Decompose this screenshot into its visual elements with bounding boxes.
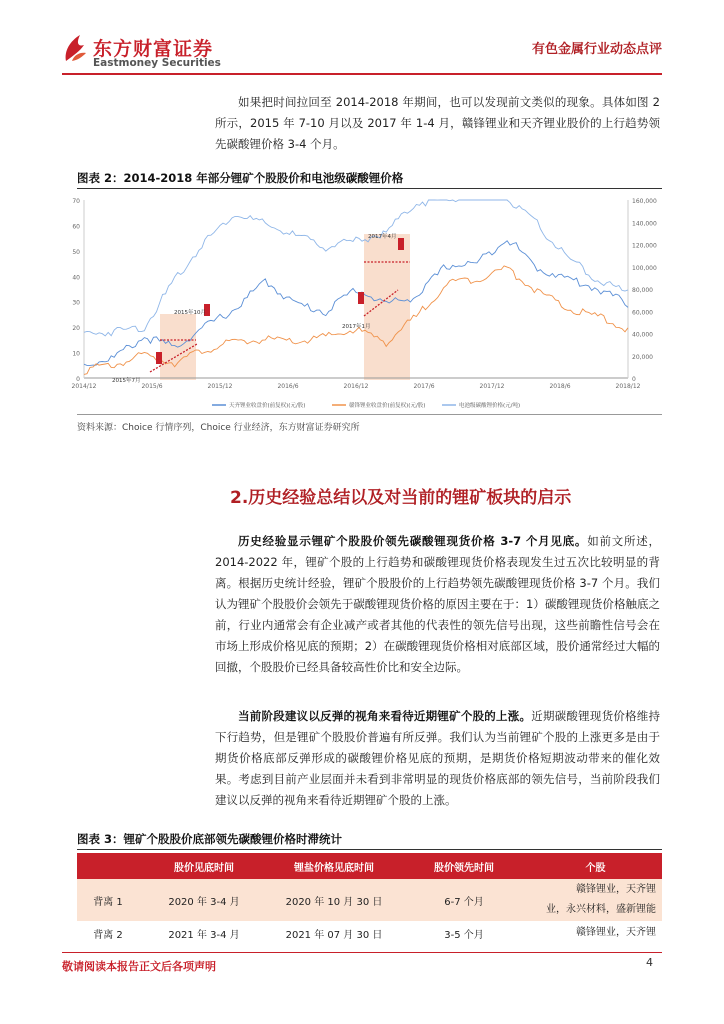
y-tick-label-right: 120,000 [632,242,657,250]
y-tick-label-left: 0 [76,376,80,383]
y-tick-label-right: 40,000 [632,331,653,339]
y-tick-label-right: 0 [632,376,636,383]
footer-disclaimer: 敬请阅读本报告正文后各项声明 [62,960,216,973]
figure2-bottom-rule [77,414,662,415]
highlight-zone [364,234,410,380]
annotation-label: 2017年4月 [368,234,397,240]
header-divider [62,73,662,75]
table-header-row [77,853,662,879]
section-paragraph-2 [215,706,660,811]
y-tick-label-right: 160,000 [632,198,657,205]
table-row [77,879,662,921]
table3-title: 图表 3：锂矿个股股价底部领先碳酸锂价格时滞统计 [77,832,343,846]
x-tick-label: 2016/6 [277,383,299,390]
salt-bottom: 2021 年 07 月 30 日 [285,929,383,941]
para1-body: 如前文所述，2014-2022 年，锂矿个股的上行趋势和碳酸锂现货价格表现发生过五次比较明显的背离。根据历史统计经验，锂矿个股股价的上行趋势领先碳酸锂现货价格 3-7 个月。我们认为锂矿个股股价会领先于碳酸锂现货价格的原因主要在于：1）碳酸锂现货价格触底之前，行业内通常会有企业减产或者其他的代表性的领先信号出现，这些前瞻性信号会在市场上形成价格见底的预期；2）在碳酸锂现货价格相对底部区域，股价通常经过大幅的回撤，个股股价已经具备较高性价比和安全边际。 [215,534,661,674]
lead-time: 3-5 个月 [444,929,484,941]
logo-text-en: Eastmoney Securities [93,57,221,69]
y-tick-label-right: 80,000 [632,287,653,294]
y-tick-label-left: 10 [72,350,80,358]
page-number: 4 [646,956,653,969]
legend-label: 电池级碳酸锂价格(元/吨) [459,403,521,409]
x-tick-label: 2014/12 [71,383,97,390]
table3-rule [77,849,662,850]
stock-names [529,921,662,945]
event-marker [156,352,162,364]
row-label: 背离 2 [93,929,123,941]
table-header [77,853,139,879]
legend-label: 天齐锂业收盘价(前复权)(元/股) [229,403,306,409]
event-marker [398,238,404,250]
para2-lead: 当前阶段建议以反弹的视角来看待近期锂矿个股的上涨。 [238,709,532,723]
section-paragraph-1 [215,531,660,678]
figure2-source: 资料来源：Choice 行情序列，Choice 行业经济，东方财富证券研究所 [77,423,360,433]
y-tick-label-left: 40 [72,274,80,282]
x-tick-label: 2018/12 [615,383,641,390]
stock-names-line: 赣锋锂业，天齐锂 [576,927,656,938]
intro-paragraph: 如果把时间拉回至 2014-2018 年期间，也可以发现前文类似的现象。具体如图 2 所示，2015 年 7-10 月以及 2017 年 1-4 月，赣锋锂业和天齐锂业股价的上行趋势领先碳酸锂价格 3-4 个月。 [215,95,660,151]
annotation-label: 2015年7月 [112,378,141,384]
y-tick-label-left: 30 [72,299,80,307]
stock-names-line: 赣锋锂业，天齐锂 [576,884,656,895]
annotation-label: 2015年10月 [174,310,206,316]
figure2-rule [77,188,662,189]
report-type: 有色金属行业动态点评 [531,42,662,57]
para2-body: 近期碳酸锂现货价格维持下行趋势，但是锂矿个股股价普遍有所反弹。我们认为当前锂矿个股的上涨更多是由于期货价格底部反弹形成的碳酸锂价格见底的预期，是期货价格短期波动带来的催化效果。考虑到目前产业层面并未看到非常明显的现货价格底部的领先信号，当前阶段我们建议以反弹的视角来看待近期锂矿个股的上涨。 [215,709,661,807]
y-tick-label-left: 70 [72,198,80,205]
y-tick-label-left: 50 [72,248,80,256]
lead-time: 6-7 个月 [399,879,529,921]
y-tick-label-left: 20 [72,325,80,333]
annotation-label: 2017年1月 [342,324,371,330]
y-tick-label-right: 60,000 [632,309,653,317]
table-header: 股价见底时间 [139,853,269,879]
x-tick-label: 2015/12 [207,383,233,390]
x-tick-label: 2018/6 [549,383,571,390]
logo-icon [62,33,88,63]
legend-label: 赣锋锂业收盘价(前复权)(元/股) [349,403,426,409]
table-header: 个股 [529,853,662,879]
event-marker [358,292,364,304]
stock-names-line: 业，永兴材料，盛新锂能 [546,904,656,915]
y-tick-label-right: 100,000 [632,264,657,272]
table3 [77,853,662,945]
stock-names [529,879,662,921]
para1-lead: 历史经验显示锂矿个股股价领先碳酸锂现货价格 3-7 个月见底。 [238,534,588,548]
section-heading: 2.历史经验总结以及对当前的锂矿板块的启示 [230,488,572,508]
table-row [77,921,662,945]
logo-text-cn: 东方财富证券 [93,38,214,60]
x-tick-label: 2017/12 [479,383,505,390]
y-tick-label-left: 60 [72,223,80,231]
x-tick-label: 2015/6 [141,383,163,390]
table-header: 股价领先时间 [399,853,529,879]
x-tick-label: 2016/12 [343,383,369,390]
table-header: 锂盐价格见底时间 [269,853,399,879]
x-tick-label: 2017/6 [413,383,435,390]
stock-bottom: 2020 年 3-4 月 [139,879,269,921]
salt-bottom: 2020 年 10 月 30 日 [269,879,399,921]
y-tick-label-right: 140,000 [632,220,657,228]
footer-divider [62,952,662,953]
figure2-chart [62,192,662,412]
figure2-title: 图表 2：2014-2018 年部分锂矿个股股价和电池级碳酸锂价格 [77,171,404,185]
stock-bottom: 2021 年 3-4 月 [168,929,240,941]
row-label: 背离 1 [77,879,139,921]
y-tick-label-right: 20,000 [632,353,653,361]
